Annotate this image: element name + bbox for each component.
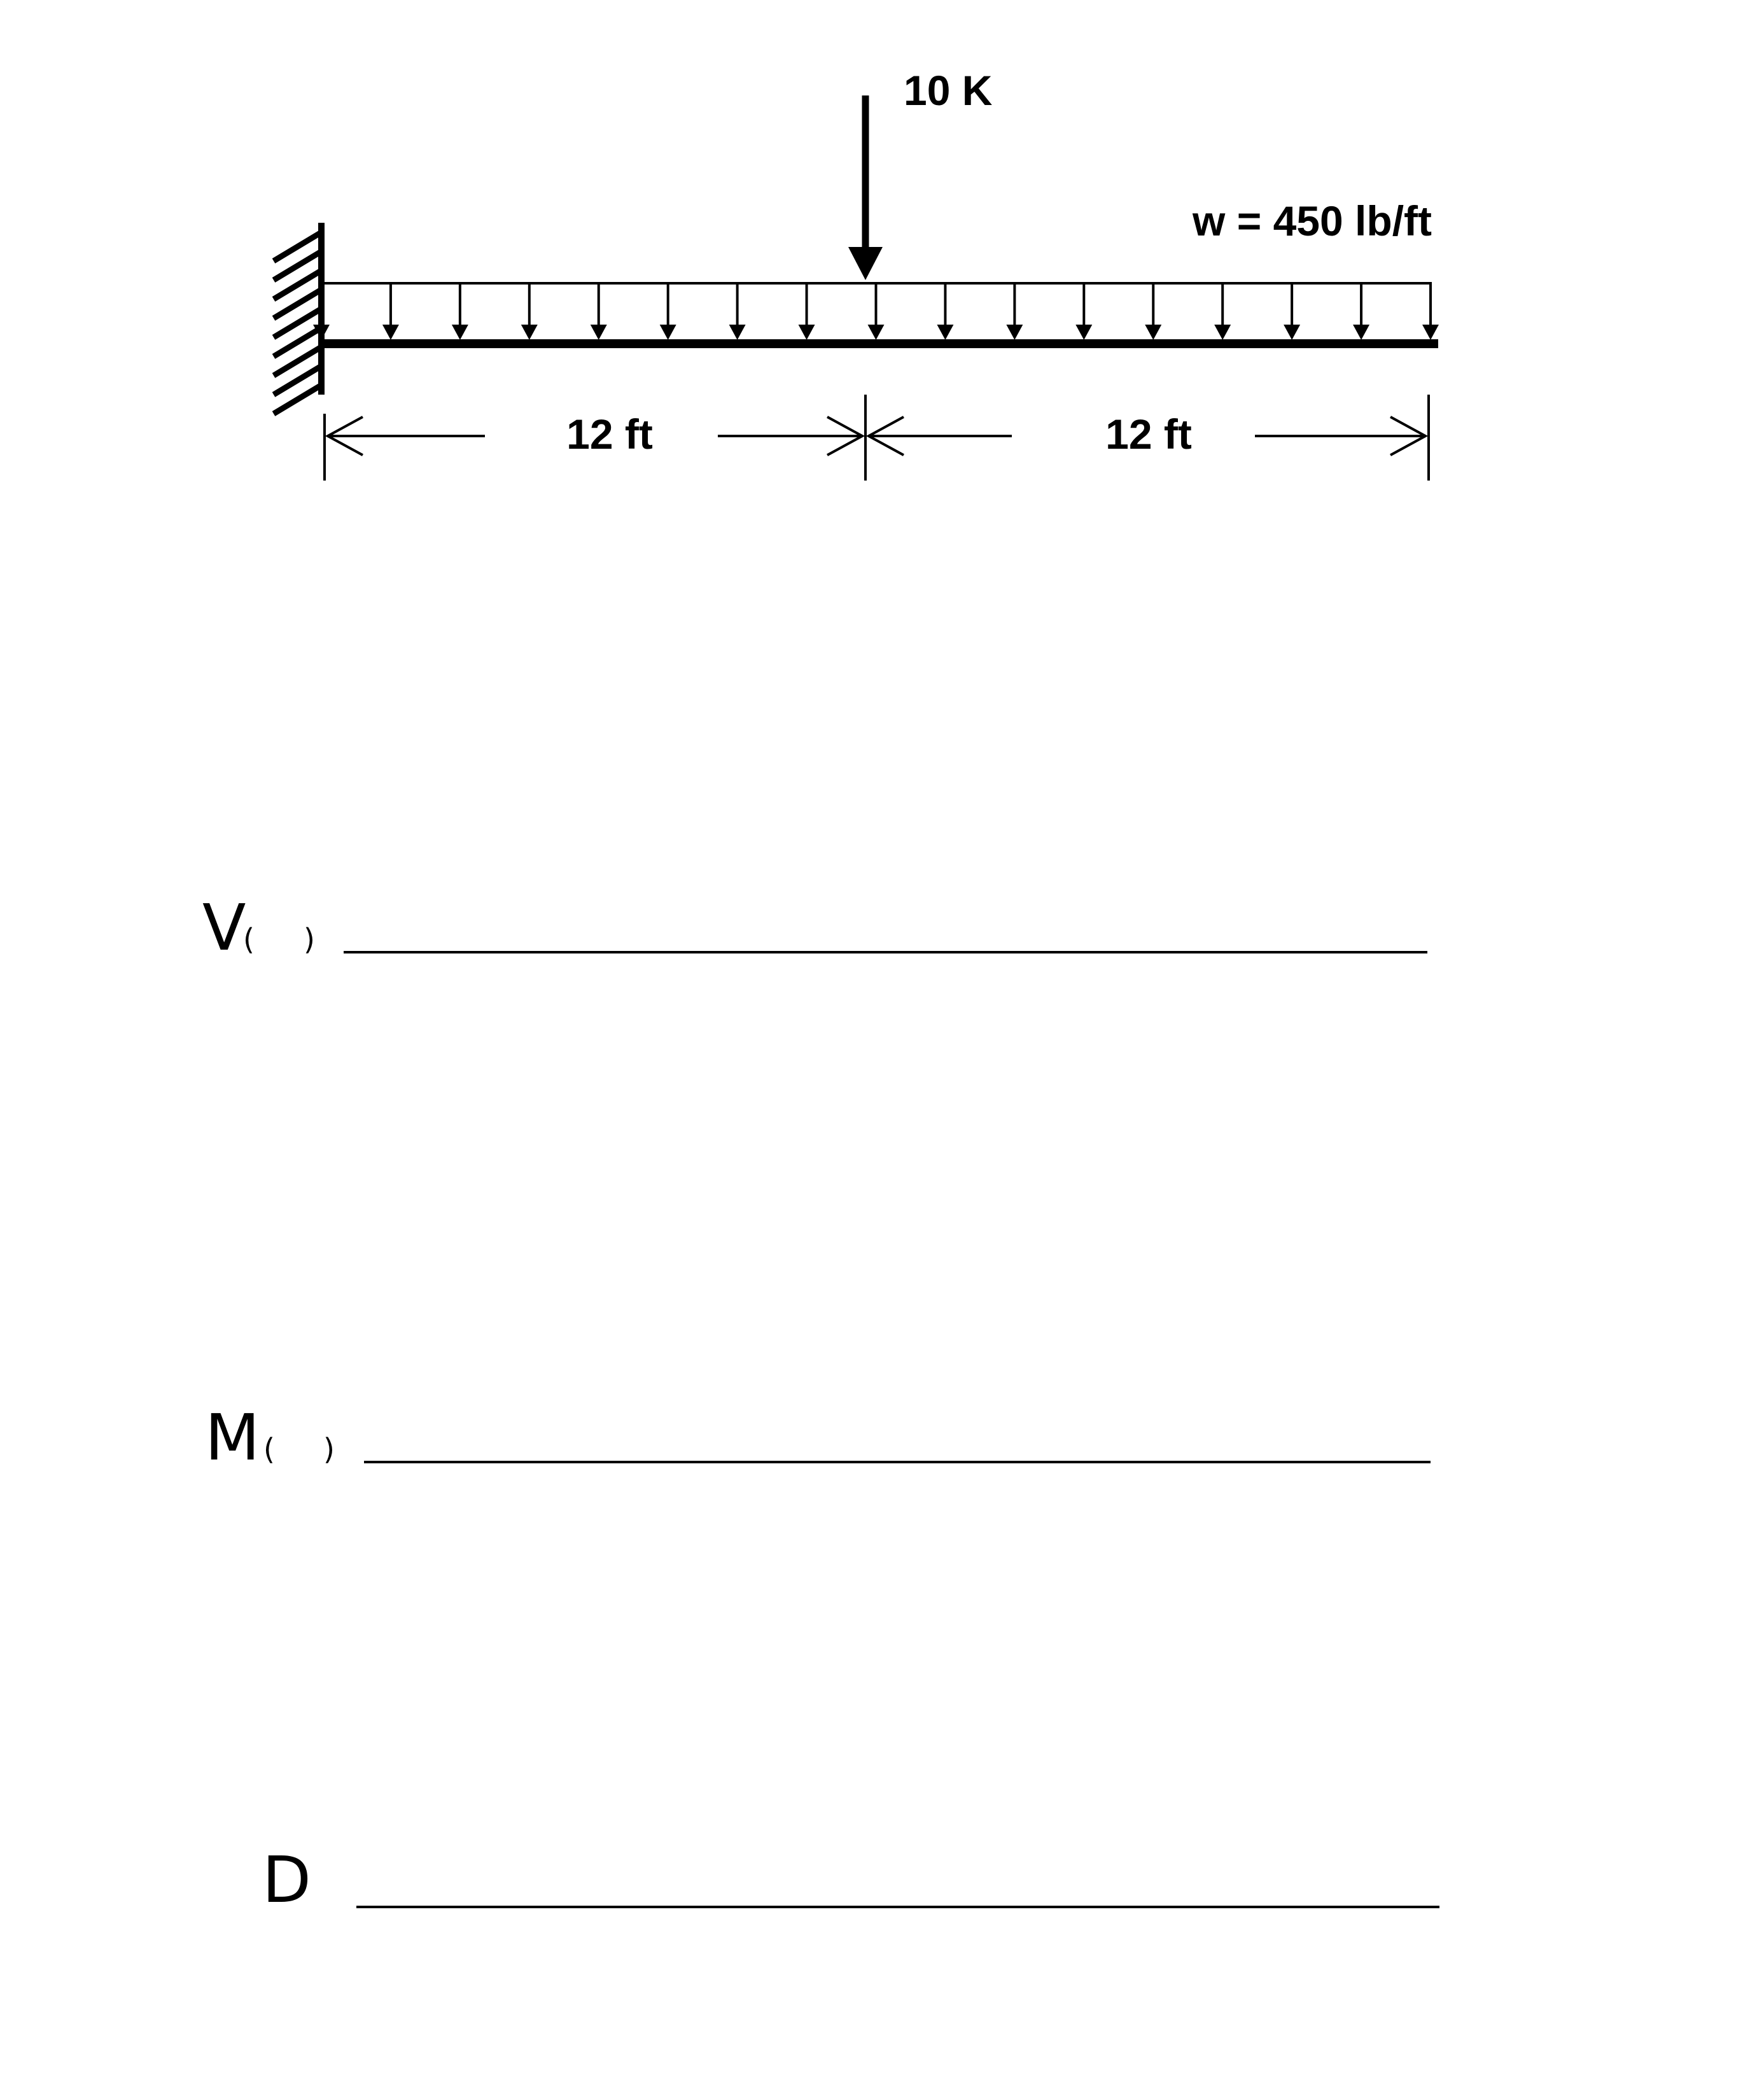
- distributed-load-arrows: [313, 283, 1439, 340]
- distributed-load-arrow: [937, 283, 953, 340]
- shear-paren-close: ): [304, 922, 315, 957]
- distributed-load-arrow: [1145, 283, 1161, 340]
- point-load: [848, 67, 993, 280]
- distributed-load: [313, 283, 1439, 340]
- moment-symbol: M: [205, 1400, 260, 1475]
- dimension-label-2: 12 ft: [1105, 411, 1192, 458]
- distributed-load-label: w = 450 lb/ft: [1193, 197, 1432, 244]
- point-load-arrowhead: [848, 247, 883, 280]
- distributed-load-arrow: [591, 283, 607, 340]
- dimension-label-1: 12 ft: [566, 411, 653, 458]
- wall-hatching: [274, 232, 321, 414]
- dimension-lines: [325, 395, 1429, 481]
- distributed-load-arrow: [1075, 283, 1092, 340]
- distributed-load-arrow: [521, 283, 538, 340]
- fixed-support: [274, 223, 321, 414]
- distributed-load-arrow: [1214, 283, 1231, 340]
- distributed-load-arrow: [1006, 283, 1023, 340]
- distributed-load-arrow: [868, 283, 885, 340]
- distributed-load-arrow: [1353, 283, 1369, 340]
- deflection-symbol: D: [262, 1843, 312, 1917]
- deflection-answer-line[interactable]: [262, 1843, 1439, 1917]
- shear-answer-line[interactable]: [202, 890, 1427, 965]
- shear-paren-open: (: [243, 922, 255, 957]
- moment-answer-line[interactable]: [205, 1400, 1431, 1475]
- point-load-label: 10 K: [904, 67, 993, 114]
- distributed-load-arrow: [799, 283, 815, 340]
- distributed-load-arrow: [382, 283, 399, 340]
- distributed-load-arrow: [1284, 283, 1300, 340]
- distributed-load-arrow: [660, 283, 676, 340]
- distributed-load-arrow: [1422, 283, 1439, 340]
- shear-symbol: V: [202, 890, 246, 965]
- moment-paren-close: ): [323, 1432, 335, 1467]
- distributed-load-arrow: [452, 283, 468, 340]
- moment-paren-open: (: [263, 1432, 275, 1467]
- distributed-load-arrow: [729, 283, 746, 340]
